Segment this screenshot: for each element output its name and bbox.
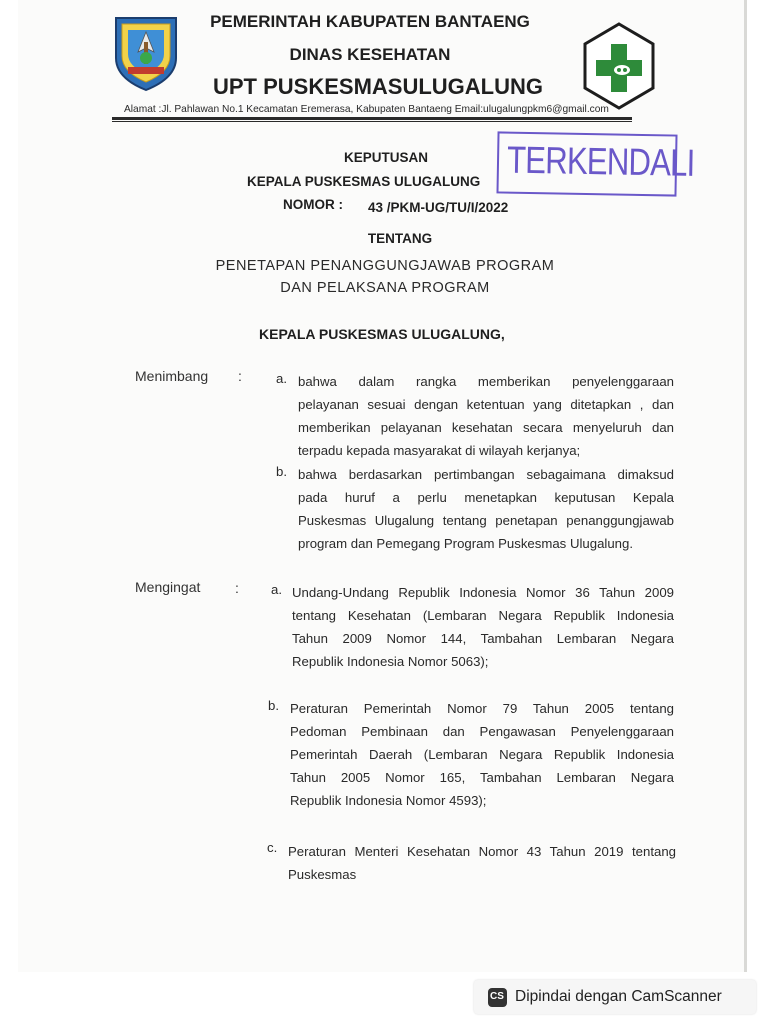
letterhead-government: PEMERINTAH KABUPATEN BANTAENG [210,12,530,31]
camscanner-watermark [474,980,756,1014]
subject-line-2: DAN PELAKSANA PROGRAM [280,280,490,296]
camscanner-icon [488,988,507,1007]
camscanner-icon-text: CS [490,991,504,1002]
letterhead-rule-thin [112,121,632,122]
letterhead-department: DINAS KESEHATAN [289,45,451,64]
mengingat-c-marker: c. [267,840,278,855]
text-line: bahwa dalam rangka memberikan penyelenggaraan [298,374,674,389]
puskesmas-cross-emblem-icon [582,22,656,112]
text-line: tentang Kesehatan (Lembaran Negara Republik Indonesia [292,608,674,623]
decision-number-label: NOMOR : [283,197,343,212]
mengingat-b-text [290,697,674,812]
stamp-text: TERKENDALI [506,139,695,185]
letterhead-institution: UPT PUSKESMASULUGALUNG [212,74,543,99]
text-line: program dan Pemegang Program Puskesmas Ulugalung. [298,536,633,551]
letterhead-address: Alamat :Jl. Pahlawan No.1 Kecamatan Eremerasa, Kabupaten Bantaeng Email:ulugalungpkm6@gmail.com [124,104,609,115]
terkendali-stamp [496,131,695,196]
text-line: Pedoman Pembinaan dan Pengawasan Penyelenggaraan [290,724,674,739]
text-line: terpadu kepada masyarakat di wilayah kerjanya; [298,443,581,458]
text-line: Undang-Undang Republik Indonesia Nomor 36 Tahun 2009 [292,585,674,600]
mengingat-c-text [288,840,676,886]
page-edge [744,0,747,972]
camscanner-text: Dipindai dengan CamScanner [515,988,722,1005]
text-line: pelayanan sesuai dengan ketentuan yang ditetapkan , dan [298,397,674,412]
decision-issuer: KEPALA PUSKESMAS ULUGALUNG [247,174,481,189]
bantaeng-regency-emblem-icon [108,12,184,92]
decision-title: KEPUTUSAN [343,150,428,165]
subject-line-1: PENETAPAN PENANGGUNGJAWAB PROGRAM [215,258,555,274]
text-line: Peraturan Pemerintah Nomor 79 Tahun 2005 tentang [290,701,674,716]
text-line: bahwa berdasarkan pertimbangan sebagaimana dimaksud [298,467,674,482]
text-line: Puskesmas [288,867,357,882]
menimbang-a-marker: a. [276,371,287,386]
menimbang-label: Menimbang [135,368,209,384]
text-line: memberikan pelayanan kesehatan secara menyeluruh dan [298,420,674,435]
mengingat-b-marker: b. [268,698,279,713]
menimbang-a-text [298,370,674,462]
about-heading: TENTANG [367,231,433,246]
official-heading: KEPALA PUSKESMAS ULUGALUNG, [259,326,505,342]
menimbang-b-marker: b. [276,464,287,479]
text-line: pada huruf a perlu menetapkan keputusan Kepala [298,490,674,505]
mengingat-label: Mengingat [135,579,201,595]
mengingat-a-text [292,581,674,673]
mengingat-colon: : [235,580,239,596]
text-line: Puskesmas Ulugalung tentang penetapan penanggungjawab [298,513,674,528]
text-line: Tahun 2009 Nomor 144, Tambahan Lembaran Negara [292,631,674,646]
menimbang-colon: : [238,368,242,384]
text-line: Pemerintah Daerah (Lembaran Negara Republik Indonesia [290,747,674,762]
mengingat-a-marker: a. [271,582,282,597]
text-line: Peraturan Menteri Kesehatan Nomor 43 Tahun 2019 tentang [288,844,676,859]
menimbang-b-text [298,463,674,555]
text-line: Republik Indonesia Nomor 4593); [290,793,487,808]
text-line: Republik Indonesia Nomor 5063); [292,654,489,669]
letterhead-rule-thick [112,117,632,120]
decision-number-value: 43 /PKM-UG/TU/I/2022 [368,200,509,215]
text-line: Tahun 2005 Nomor 165, Tambahan Lembaran Negara [290,770,674,785]
